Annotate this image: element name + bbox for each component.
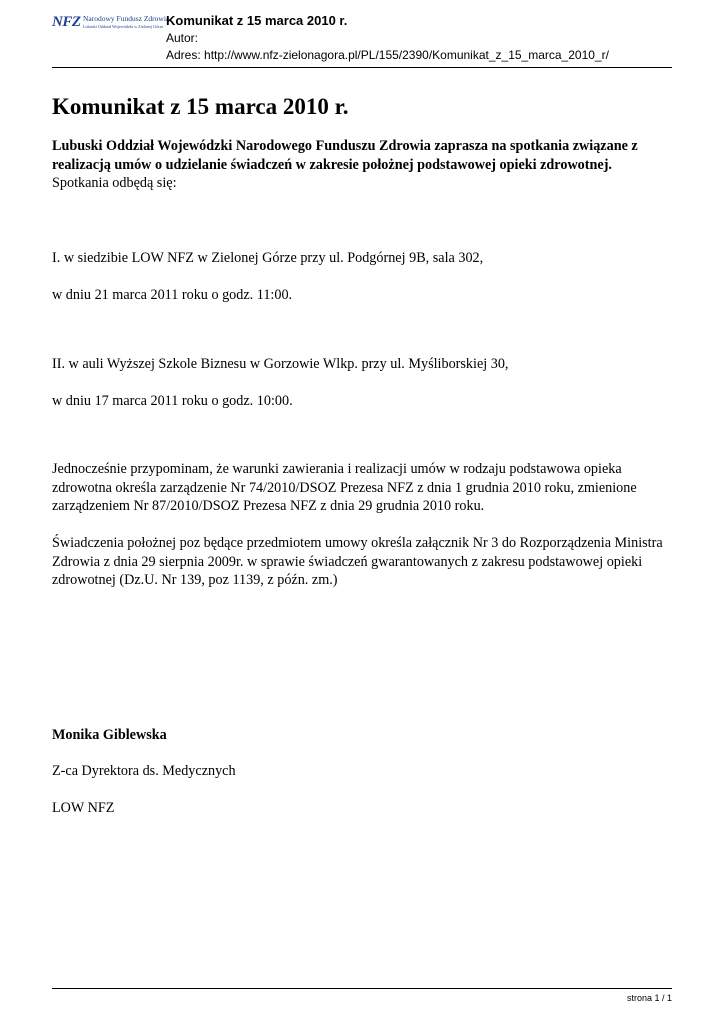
meeting-2-place: II. w auli Wyższej Szkole Biznesu w Gorzowie Wlkp. przy ul. Myśliborskiej 30, [52, 355, 509, 372]
page-header [52, 12, 672, 68]
header-address: Adres: http://www.nfz-zielonagora.pl/PL/155/2390/Komunikat_z_15_marca_2010_r/ [166, 48, 609, 62]
signature-name: Monika Giblewska [52, 726, 167, 743]
signature-org: LOW NFZ [52, 799, 115, 816]
header-title: Komunikat z 15 marca 2010 r. [166, 13, 348, 28]
header-divider [52, 67, 672, 68]
page-number: strona 1 / 1 [626, 993, 672, 1003]
intro-bold: Lubuski Oddział Wojewódzki Narodowego Funduszu Zdrowia zaprasza na spotkania związane z realizacją umów o udzielanie świadczeń w zakresie położnej podstawowej opieki zdrowotnej. [52, 138, 638, 173]
intro-paragraph [52, 137, 672, 193]
meeting-1-place: I. w siedzibie LOW NFZ w Zielonej Górze przy ul. Podgórnej 9B, sala 302, [52, 249, 484, 266]
document-content [52, 92, 672, 818]
document-title: Komunikat z 15 marca 2010 r. [52, 94, 349, 119]
services-paragraph: Świadczenia położnej poz będące przedmiotem umowy określa załącznik Nr 3 do Rozporządzenia Ministra Zdrowia z dnia 29 sierpnia 2009r. w sprawie świadczeń gwarantowanych z zakresu podstawowej opieki zdrowotnej (Dz.U. Nr 139, poz 1139, z późn. zm.) [52, 534, 663, 589]
logo-name: Narodowy Fundusz Zdrowia [83, 14, 170, 23]
meeting-2-date: w dniu 17 marca 2011 roku o godz. 10:00. [52, 392, 293, 409]
header-meta [166, 12, 609, 64]
logo-mark: NFZ [52, 14, 81, 30]
intro-rest: Spotkania odbędą się: [52, 175, 177, 192]
meeting-1-date: w dniu 21 marca 2011 roku o godz. 11:00. [52, 287, 293, 304]
reminder-paragraph: Jednocześnie przypominam, że warunki zawierania i realizacji umów w rodzaju podstawowa opieka zdrowotna określa zarządzenie Nr 74/2010/DSOZ Prezesa NFZ z dnia 1 grudnia 2010 roku, zmienione zarządzeniem Nr 87/2010/DSOZ Prezesa NFZ z dnia 29 grudnia 2010 roku. [52, 461, 637, 515]
header-author: Autor: [166, 31, 199, 45]
logo-subname: Lubuski Oddział Wojewódzki w Zielonej Górze [83, 24, 164, 29]
nfz-logo [52, 14, 170, 34]
signature-position: Z-ca Dyrektora ds. Medycznych [52, 763, 236, 780]
footer-divider [52, 988, 672, 989]
